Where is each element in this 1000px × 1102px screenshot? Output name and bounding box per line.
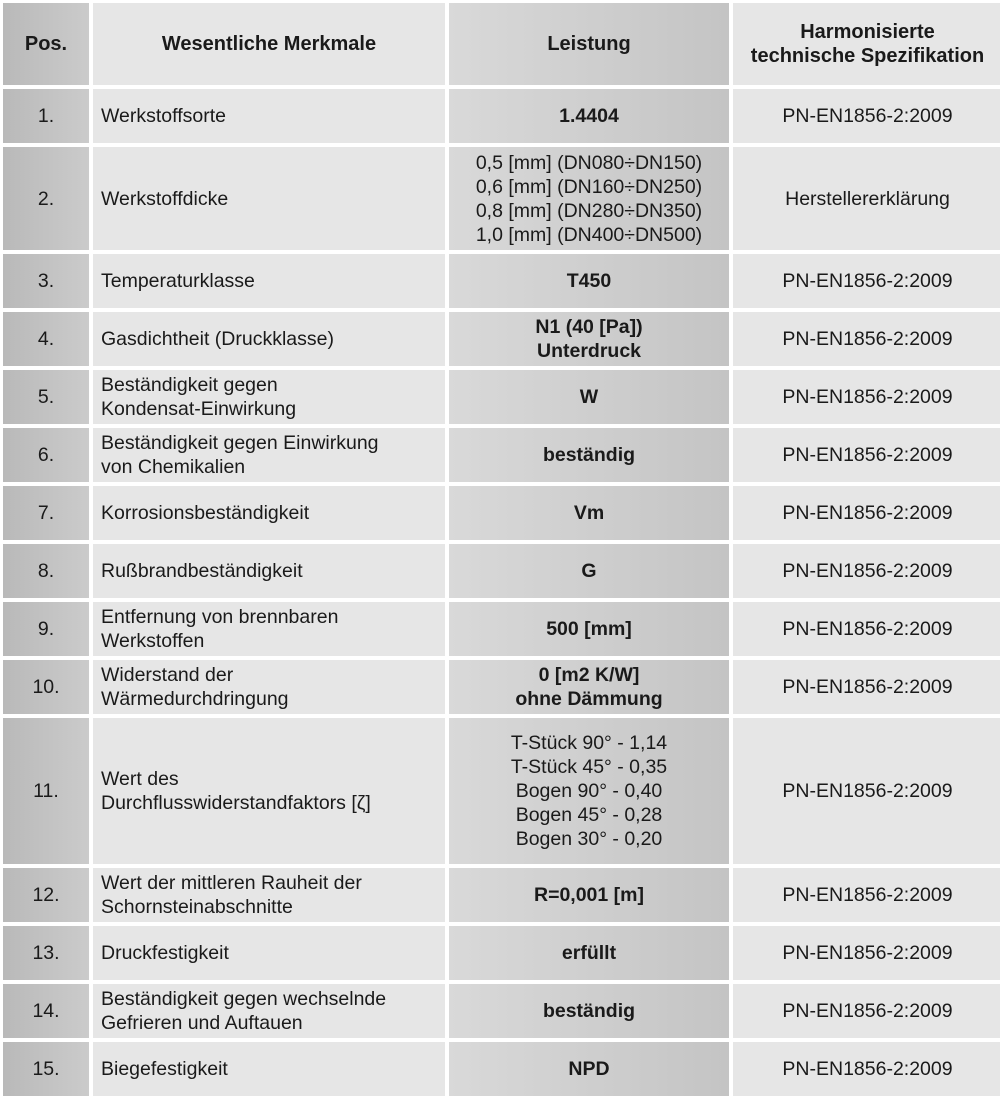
- leistung-line: 0,6 [mm] (DN160÷DN250): [475, 175, 703, 198]
- row-merkmal: [93, 89, 445, 143]
- leistung-line: G: [581, 560, 597, 582]
- row-spezifikation: PN-EN1856-2:2009: [733, 984, 1000, 1038]
- row-merkmal: [93, 544, 445, 598]
- merkmal-line: Kondensat-Einwirkung: [101, 398, 297, 420]
- row-leistung: [449, 1042, 729, 1096]
- row-spezifikation: PN-EN1856-2:2009: [733, 428, 1000, 482]
- leistung-line: NPD: [568, 1058, 610, 1080]
- row-merkmal: [93, 718, 445, 864]
- header-spezifikation: [733, 3, 1000, 85]
- leistung-line: Vm: [573, 502, 605, 524]
- header-pos: Pos.: [3, 3, 89, 85]
- row-leistung: [449, 926, 729, 980]
- row-pos: 12.: [3, 868, 89, 922]
- row-leistung: [449, 89, 729, 143]
- row-leistung: [449, 254, 729, 308]
- row-pos: 8.: [3, 544, 89, 598]
- merkmal-line: Biegefestigkeit: [101, 1058, 228, 1080]
- row-pos: 3.: [3, 254, 89, 308]
- row-leistung: [449, 984, 729, 1038]
- leistung-line: N1 (40 [Pa]): [535, 316, 643, 338]
- row-spezifikation: PN-EN1856-2:2009: [733, 602, 1000, 656]
- row-leistung: [449, 660, 729, 714]
- row-pos: 11.: [3, 718, 89, 864]
- leistung-line: Bogen 45° - 0,28: [515, 804, 663, 826]
- row-merkmal: [93, 486, 445, 540]
- row-merkmal: [93, 312, 445, 366]
- row-pos: 1.: [3, 89, 89, 143]
- row-merkmal: [93, 147, 445, 250]
- merkmal-line: Schornsteinabschnitte: [101, 896, 293, 918]
- row-pos: 4.: [3, 312, 89, 366]
- merkmal-line: Wert des: [101, 768, 179, 790]
- leistung-line: R=0,001 [m]: [533, 884, 644, 906]
- merkmal-line: Rußbrandbeständigkeit: [101, 560, 303, 582]
- leistung-line: 500 [mm]: [546, 618, 632, 640]
- merkmal-line: Gefrieren und Auftauen: [101, 1012, 303, 1034]
- leistung-line: 0,5 [mm] (DN080÷DN150): [475, 151, 703, 174]
- merkmal-line: Gasdichtheit (Druckklasse): [101, 328, 334, 350]
- row-pos: 15.: [3, 1042, 89, 1096]
- merkmal-line: Werkstoffdicke: [101, 187, 229, 210]
- row-spezifikation: PN-EN1856-2:2009: [733, 544, 1000, 598]
- row-pos: 10.: [3, 660, 89, 714]
- row-merkmal: [93, 370, 445, 424]
- leistung-line: T-Stück 90° - 1,14: [510, 732, 668, 754]
- row-leistung: [449, 312, 729, 366]
- row-spezifikation: PN-EN1856-2:2009: [733, 1042, 1000, 1096]
- row-leistung: [449, 370, 729, 424]
- leistung-line: erfüllt: [561, 942, 617, 964]
- header-spec-line1: Harmonisierte: [800, 21, 935, 43]
- row-pos: 13.: [3, 926, 89, 980]
- row-leistung: [449, 718, 729, 864]
- row-leistung: [449, 147, 729, 250]
- row-pos: 2.: [3, 147, 89, 250]
- header-spec-line2: technische Spezifikation: [750, 45, 985, 67]
- row-pos: 7.: [3, 486, 89, 540]
- row-leistung: [449, 602, 729, 656]
- merkmal-line: Beständigkeit gegen Einwirkung: [101, 432, 379, 454]
- row-spezifikation: PN-EN1856-2:2009: [733, 370, 1000, 424]
- row-merkmal: [93, 926, 445, 980]
- row-spezifikation: PN-EN1856-2:2009: [733, 486, 1000, 540]
- row-merkmal: [93, 1042, 445, 1096]
- row-merkmal: [93, 254, 445, 308]
- row-spezifikation: PN-EN1856-2:2009: [733, 926, 1000, 980]
- row-spezifikation: PN-EN1856-2:2009: [733, 312, 1000, 366]
- row-pos: 5.: [3, 370, 89, 424]
- merkmal-line: Durchflusswiderstandfaktors [ζ]: [101, 792, 371, 814]
- row-merkmal: [93, 428, 445, 482]
- row-pos: 14.: [3, 984, 89, 1038]
- row-pos: 9.: [3, 602, 89, 656]
- leistung-line: T450: [566, 270, 612, 292]
- leistung-line: T-Stück 45° - 0,35: [510, 756, 668, 778]
- row-leistung: [449, 486, 729, 540]
- row-merkmal: [93, 984, 445, 1038]
- row-spezifikation: PN-EN1856-2:2009: [733, 718, 1000, 864]
- row-leistung: [449, 544, 729, 598]
- row-merkmal: [93, 602, 445, 656]
- merkmal-line: Widerstand der: [101, 664, 234, 686]
- leistung-line: beständig: [542, 1000, 636, 1022]
- row-spezifikation: PN-EN1856-2:2009: [733, 89, 1000, 143]
- leistung-line: 1,0 [mm] (DN400÷DN500): [475, 223, 703, 246]
- merkmal-line: Werkstoffsorte: [101, 105, 226, 127]
- leistung-line: Unterdruck: [536, 340, 642, 362]
- row-spezifikation: PN-EN1856-2:2009: [733, 868, 1000, 922]
- leistung-line: 0 [m2 K/W]: [538, 664, 640, 686]
- header-leistung: Leistung: [449, 3, 729, 85]
- merkmal-line: Beständigkeit gegen wechselnde: [101, 988, 387, 1010]
- leistung-line: W: [579, 386, 599, 408]
- merkmal-line: Werkstoffen: [101, 630, 205, 652]
- merkmal-line: von Chemikalien: [101, 456, 246, 478]
- merkmal-line: Temperaturklasse: [101, 270, 255, 292]
- leistung-line: ohne Dämmung: [515, 688, 663, 710]
- row-merkmal: [93, 660, 445, 714]
- merkmal-line: Beständigkeit gegen: [101, 374, 278, 396]
- row-merkmal: [93, 868, 445, 922]
- leistung-line: Bogen 30° - 0,20: [515, 828, 663, 850]
- row-leistung: [449, 428, 729, 482]
- row-spezifikation: Herstellererklärung: [733, 147, 1000, 250]
- row-spezifikation: PN-EN1856-2:2009: [733, 254, 1000, 308]
- merkmal-line: Entfernung von brennbaren: [101, 606, 339, 628]
- row-pos: 6.: [3, 428, 89, 482]
- merkmal-line: Wärmedurchdringung: [101, 688, 289, 710]
- leistung-line: 0,8 [mm] (DN280÷DN350): [475, 199, 703, 222]
- leistung-line: Bogen 90° - 0,40: [515, 780, 663, 802]
- merkmal-line: Wert der mittleren Rauheit der: [101, 872, 362, 894]
- leistung-line: 1.4404: [559, 105, 619, 127]
- header-merkmale: Wesentliche Merkmale: [93, 3, 445, 85]
- row-leistung: [449, 868, 729, 922]
- leistung-line: beständig: [542, 444, 636, 466]
- row-spezifikation: PN-EN1856-2:2009: [733, 660, 1000, 714]
- merkmal-line: Druckfestigkeit: [101, 942, 229, 964]
- merkmal-line: Korrosionsbeständigkeit: [101, 502, 310, 524]
